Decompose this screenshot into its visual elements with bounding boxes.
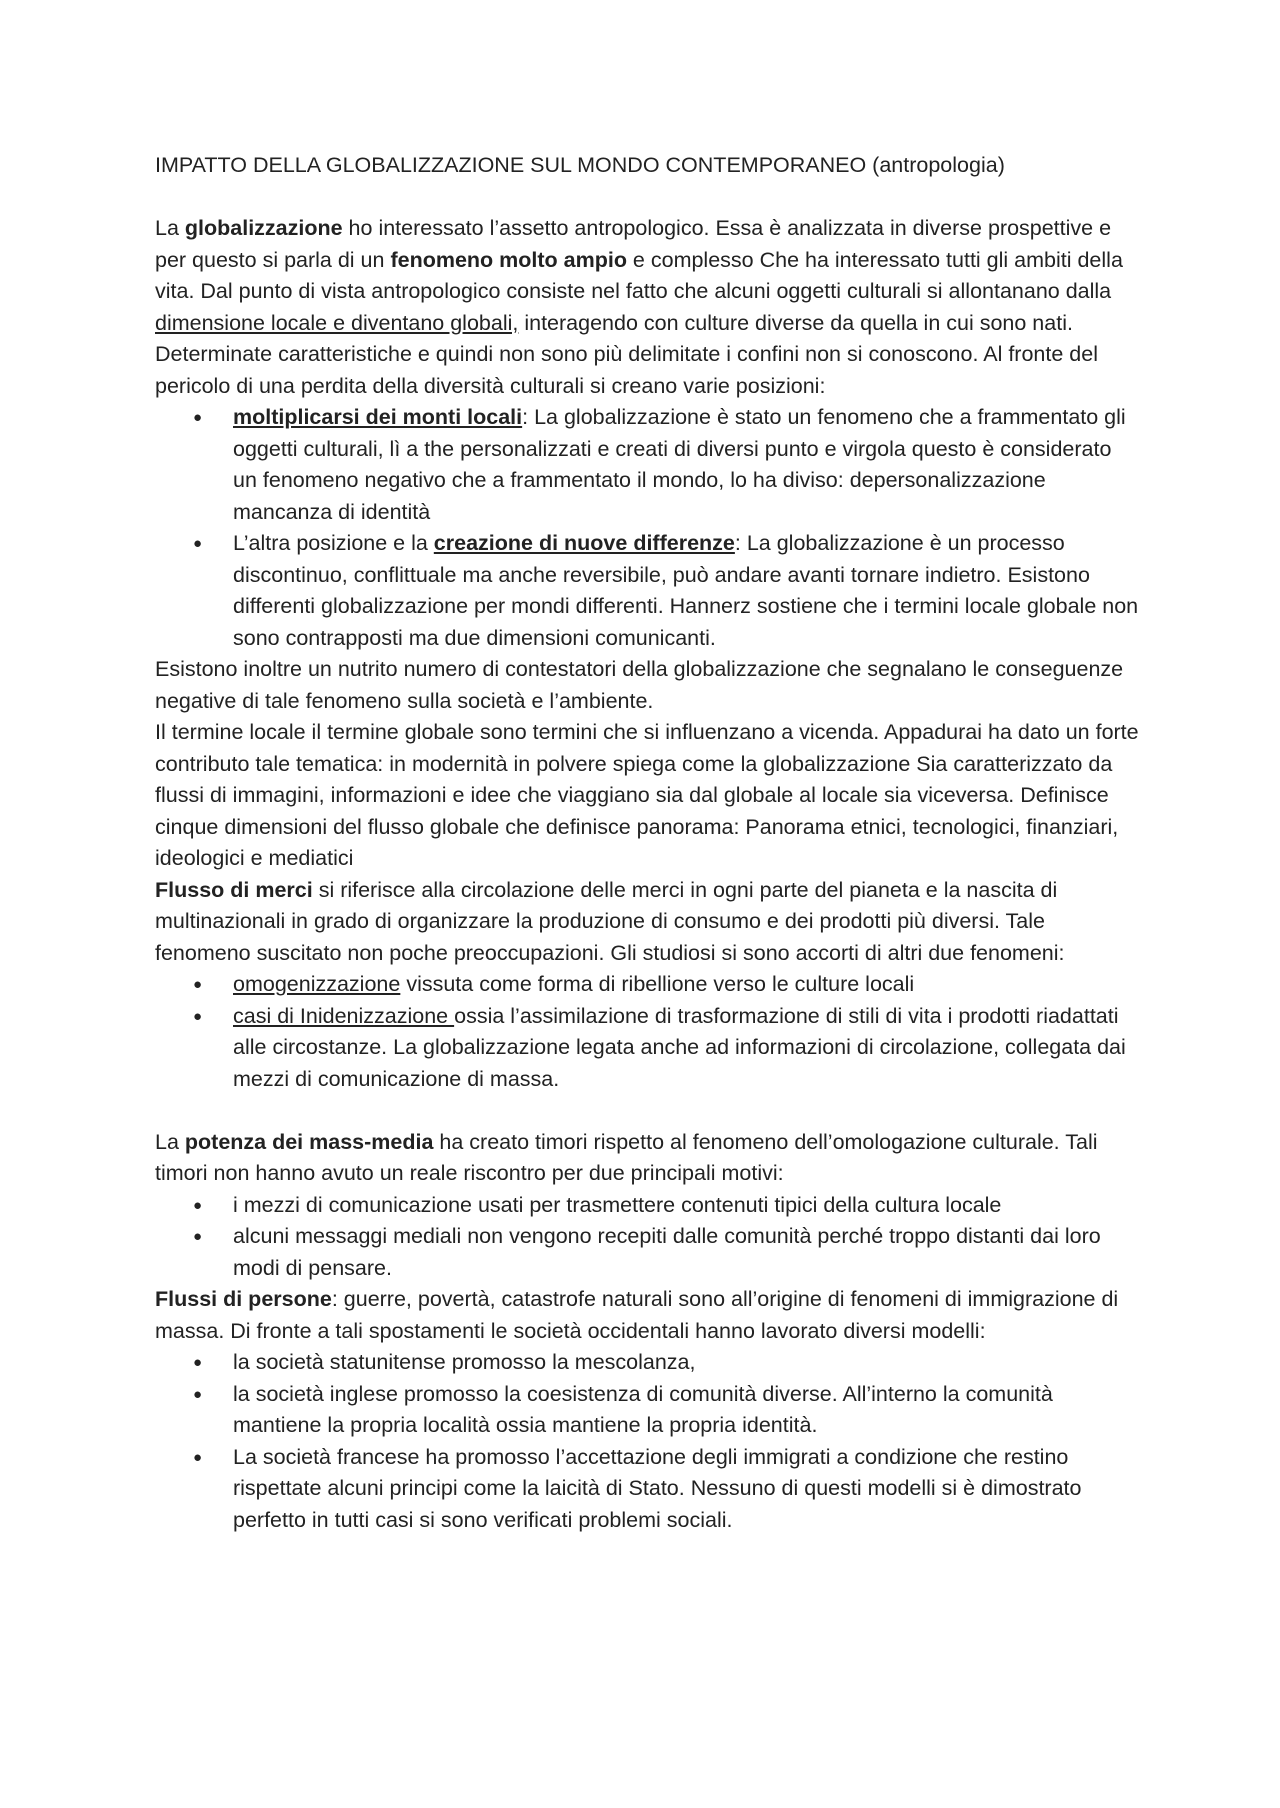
bullet-icon: ● (193, 1354, 203, 1371)
paragraph-intro (155, 213, 1140, 402)
text: : La globalizzazione è stato un fenomeno che a frammentato gli oggetti culturali, lì a the personalizzati e creati di diversi punto e virgola questo è considerato un fenomeno negativo che a frammentato il mondo, lo ha diviso: depersonalizzazione mancanza di identità (233, 405, 1126, 524)
bold-term: Flussi di persone (155, 1287, 332, 1311)
bold-term: globalizzazione (184, 216, 343, 240)
text: L’altra posizione e la (233, 531, 434, 555)
bullet-icon: ● (193, 1196, 203, 1214)
bullet-icon: ● (193, 535, 203, 552)
bold-underlined-term: creazione di nuove differenze (433, 531, 735, 555)
bullet-icon: ● (193, 1448, 203, 1466)
text: interagendo con culture diverse da quella in cui sono nati. Determinate caratteristiche e quindi non sono più delimitate i confini non si conoscono. Al fronte del pericolo di una perdita della diversità culturali si creano varie posizioni: (155, 310, 1098, 398)
list-item (155, 1001, 1140, 1096)
bold-term: fenomeno molto ampio (390, 247, 627, 272)
list-item (155, 1442, 1140, 1537)
list-item (155, 1347, 1140, 1379)
underlined-term: casi di Inidenizzazione (233, 1003, 455, 1028)
text: alcuni messaggi mediali non vengono recepiti dalle comunità perché troppo distanti dai loro modi di pensare. (233, 1224, 1101, 1280)
underlined-term: omogenizzazione (233, 972, 401, 996)
text: La (155, 216, 185, 240)
text: La società francese ha promosso l’accettazione degli immigrati a condizione che restino rispettate alcuni principi come la laicità di Stato. Nessuno di questi modelli si è dimostrato perfetto in tutti casi si sono verificati problemi sociali. (233, 1444, 1082, 1532)
models-list (155, 1347, 1140, 1536)
bullet-icon: ● (193, 976, 203, 993)
list-item (155, 1379, 1140, 1442)
list-item (155, 1221, 1140, 1284)
document-title: IMPATTO DELLA GLOBALIZZAZIONE SUL MONDO CONTEMPORANEO (antropologia) (155, 153, 1005, 177)
bullet-icon: ● (193, 1228, 203, 1245)
text: la società inglese promosso la coesistenza di comunità diverse. All’interno la comunità mantiene la propria località ossia mantiene la propria identità. (233, 1381, 1053, 1437)
text: La (155, 1129, 185, 1154)
underlined-term: dimensione locale e diventano globali, (155, 310, 519, 335)
list-item (155, 402, 1140, 528)
paragraph-flusso-merci (155, 875, 1140, 970)
text: si riferisce alla circolazione delle merci in ogni parte del pianeta e la nascita di multinazionali in grado di organizzare la produzione di consumo e dei prodotti più diversi. Tale fenomeno suscitato non poche preoccupazioni. Gli studiosi si sono accorti di altri due fenomeni: (155, 877, 1065, 965)
text: ossia l’assimilazione di trasformazione di stili di vita i prodotti riadattati alle circostanze. La globalizzazione legata anche ad informazioni di circolazione, collegata dai mezzi di comunicazione di massa. (233, 1003, 1126, 1091)
text: : La globalizzazione è un processo discontinuo, conflittuale ma anche reversibile, può andare avanti tornare indietro. Esistono differenti globalizzazione per mondi differenti. Hannerz sostiene che i termini locale globale non sono contrapposti ma due dimensioni comunicanti. (233, 531, 1139, 650)
bullet-icon: ● (193, 1385, 203, 1403)
paragraph-flussi-persone (155, 1284, 1140, 1347)
paragraph-mass-media (155, 1127, 1140, 1190)
positions-list (155, 402, 1140, 654)
paragraph-spacer (155, 1095, 1140, 1127)
text: ha creato timori rispetto al fenomeno dell’omologazione culturale. Tali timori non hanno avuto un reale riscontro per due principali motivi: (155, 1129, 1098, 1185)
text: la società statunitense promosso la mescolanza, (233, 1350, 696, 1374)
paragraph-contestatori: Esistono inoltre un nutrito numero di contestatori della globalizzazione che segnalano le conseguenze negative di tale fenomeno sulla società e l’ambiente. (155, 657, 1124, 713)
list-item (155, 528, 1140, 654)
text: vissuta come forma di ribellione verso le culture locali (400, 972, 915, 996)
bold-term: potenza dei mass-media (184, 1129, 434, 1154)
text: e complesso Che ha interessato tutti gli ambiti della vita. Dal punto di vista antropologico consiste nel fatto che alcuni oggetti culturali si allontanano dalla (155, 247, 1123, 303)
phenomena-list (155, 969, 1140, 1095)
bold-term: Flusso di merci (155, 877, 313, 902)
text: i mezzi di comunicazione usati per trasmettere contenuti tipici della cultura locale (233, 1192, 1002, 1217)
text: : guerre, povertà, catastrofe naturali sono all’origine di fenomeni di immigrazione di massa. Di fronte a tali spostamenti le società occidentali hanno lavorato diversi modelli: (155, 1287, 1119, 1343)
list-item (155, 969, 1140, 1001)
bullet-icon: ● (193, 1007, 203, 1025)
bold-underlined-term: moltiplicarsi dei monti locali (233, 405, 523, 429)
text: ho interessato l’assetto antropologico. Essa è analizzata in diverse prospettive e per questo si parla di un (155, 216, 1112, 272)
paragraph-appadurai: Il termine locale il termine globale sono termini che si influenzano a vicenda. Appadurai ha dato un forte contributo tale tematica: in modernità in polvere spiega come la globalizzazione Sia caratterizzato da flussi di immagini, informazioni e idee che viaggiano sia dal globale al locale sia viceversa. Definisce cinque dimensioni del flusso globale che definisce panorama: Panorama etnici, tecnologici, finanziari, ideologici e mediatici (155, 720, 1139, 870)
list-item (155, 1190, 1140, 1222)
reasons-list (155, 1190, 1140, 1285)
bullet-icon: ● (193, 409, 203, 426)
